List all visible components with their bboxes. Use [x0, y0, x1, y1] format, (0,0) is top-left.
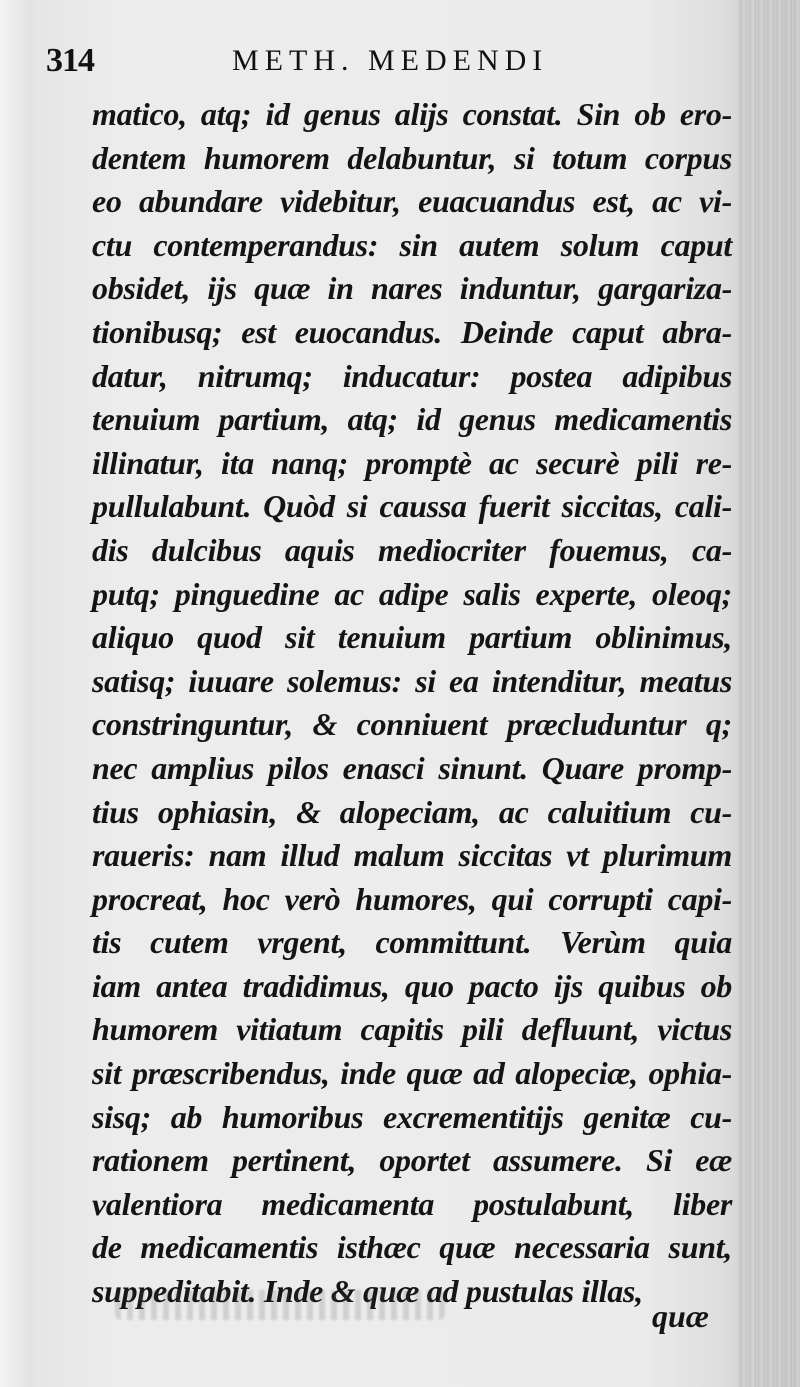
text-line: obsidet, ijs quæ in nares induntur, gargariza- [92, 270, 732, 307]
text-line: nec amplius pilos enasci sinunt. Quare promp- [92, 749, 732, 786]
text-line: datur, nitrumq; inducatur: postea adipibus [92, 357, 732, 394]
text-line: humorem vitiatum capitis pili defluunt, victus [92, 1011, 732, 1048]
text-line: iam antea tradidimus, quo pacto ijs quibus ob [92, 967, 732, 1004]
text-line: pullulabunt. Quòd si caussa fuerit siccitas, cali- [92, 488, 732, 525]
text-line: rationem pertinent, oportet assumere. Si eæ [92, 1142, 732, 1179]
text-line: matico, atq; id genus alijs constat. Sin ob ero- [92, 96, 732, 132]
text-line: de medicamentis isthæc quæ necessaria sunt, [92, 1229, 732, 1266]
text-line: dis dulcibus aquis mediocriter fouemus, ca- [92, 531, 732, 568]
text-line: ctu contemperandus: sin autem solum caput [92, 226, 732, 263]
running-head: METH. MEDENDI [232, 44, 549, 77]
text-line: aliquo quod sit tenuium partium oblinimus, [92, 619, 732, 656]
text-line: tius ophiasin, & alopeciam, ac caluitium cu- [92, 793, 732, 830]
page-fore-edge [738, 0, 800, 1387]
text-line: illinatur, ita nanq; promptè ac securè pili re- [92, 444, 732, 481]
page-number: 314 [46, 42, 94, 79]
text-line: constringuntur, & conniuent præcluduntur q; [92, 706, 732, 743]
text-line: procreat, hoc verò humores, qui corrupti capi- [92, 880, 732, 917]
text-line: tionibusq; est euocandus. Deinde caput abra- [92, 313, 732, 350]
text-line: suppeditabit. Inde & quæ ad pustulas illas, [92, 1273, 643, 1310]
text-line: eo abundare videbitur, euacuandus est, ac vi- [92, 183, 732, 220]
text-line: tis cutem vrgent, committunt. Verùm quia [92, 924, 732, 961]
text-line: tenuium partium, atq; id genus medicamentis [92, 401, 732, 438]
text-line: sit præscribendus, inde quæ ad alopeciæ, ophia- [92, 1055, 732, 1092]
catchword: quæ [652, 1298, 709, 1334]
show-through-ink [115, 1290, 445, 1320]
page-header [46, 40, 736, 90]
text-line: sisq; ab humoribus excrementitijs genitæ cu- [92, 1098, 732, 1135]
page-gutter-edge [0, 0, 30, 1387]
text-line: dentem humorem delabuntur, si totum corpus [92, 139, 732, 176]
text-line: raueris: nam illud malum siccitas vt plurimum [92, 837, 732, 874]
text-line: putq; pinguedine ac adipe salis experte, oleoq; [92, 575, 732, 612]
body-text-block [92, 93, 732, 1314]
text-line: satisq; iuuare solemus: si ea intenditur, meatus [92, 662, 732, 699]
text-line: valentiora medicamenta postulabunt, liber [92, 1185, 732, 1222]
